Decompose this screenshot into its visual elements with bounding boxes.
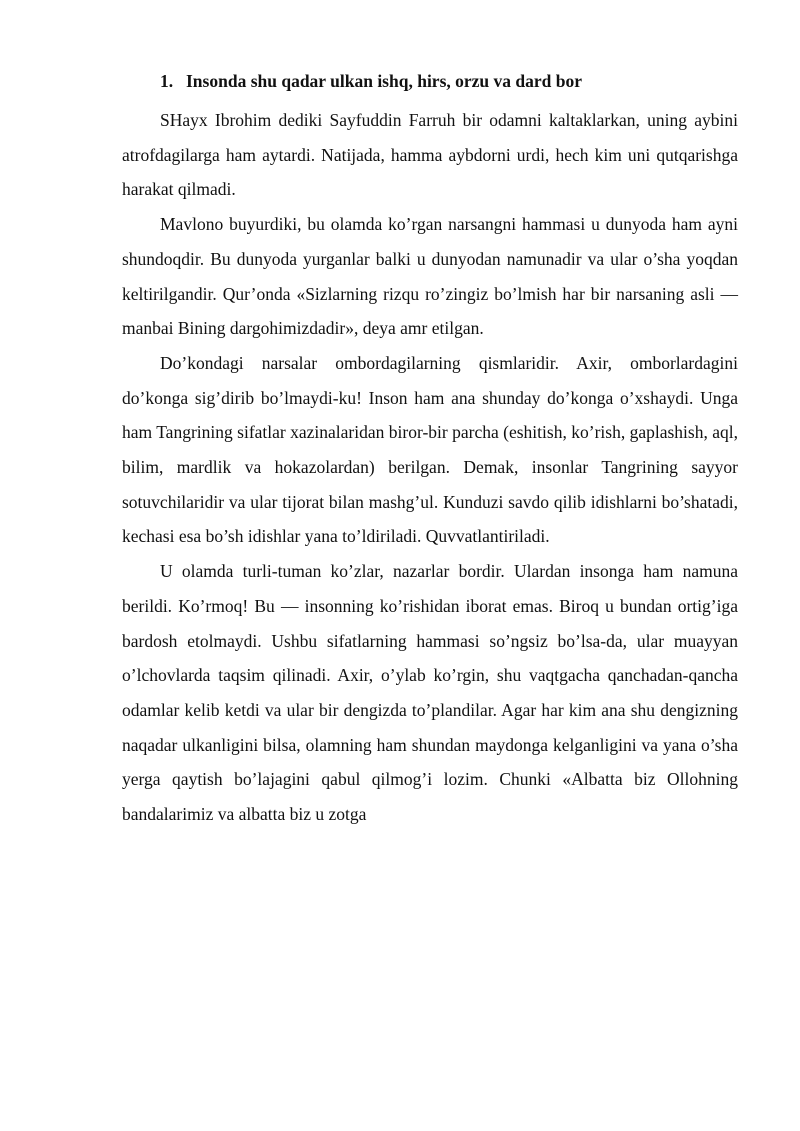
paragraph-1: SHayx Ibrohim dediki Sayfuddin Farruh bir odamni kaltaklarkan, uning aybini atrofdagilarga ham aytardi. Natijada, hamma aybdorni urdi, hech kim uni qutqarishga harakat qilmadi. <box>122 110 738 200</box>
paragraph-4: U olamda turli-tuman ko’zlar, nazarlar bordir. Ulardan insonga ham namuna berildi. Ko’rmoq! Bu — insonning ko’rishidan iborat emas. Biroq u bundan ortig’iga bardosh etolmaydi. Ushbu sifatlarning hammasi so’ngsiz bo’lsa-da, ular muayyan o’lchovlarda taqsim qilinadi. Axir, o’ylab ko’rgin, shu vaqtgacha qanchadan-qancha odamlar kelib ketdi va ular bir dengizda to’plandilar. Agar har kim ana shu dengizning naqadar ulkanligini bilsa, olamning ham shundan maydonga kelganligini va yana o’sha yerga qaytish bo’lajagini qabul qilmog’i lozim. Chunki «Albatta biz Ollohning bandalarimiz va albatta biz u zotga <box>122 561 738 825</box>
paragraph-3: Do’kondagi narsalar ombordagilarning qismlaridir. Axir, omborlardagini do’konga sig’dirib bo’lmaydi-ku! Inson ham ana shunday do’konga o’xshaydi. Unga ham Tangrining sifatlar xazinalaridan biror-bir parcha (eshitish, ko’rish, gaplashish, aql, bilim, mardlik va hokazolardan) berilgan. Demak, insonlar Tangrining sayyor sotuvchilaridir va ular tijorat bilan mashg’ul. Kunduzi savdo qilib idishlarni bo’shatadi, kechasi esa bo’sh idishlar yana to’ldiriladi. Quvvatlantiriladi. <box>122 352 738 547</box>
paragraph-2: Mavlono buyurdiki, bu olamda ko’rgan narsangni hammasi u dunyoda ham ayni shundoqdir. Bu dunyoda yurganlar balki u dunyodan namunadir va ular o’sha yoqdan keltirilgandir. Qur’onda «Sizlarning rizqu ro’zingiz bo’lmish har bir narsaning asli — manbai Bining dargohimizdadir», deya amr etilgan. <box>122 214 738 339</box>
section-heading <box>160 70 738 92</box>
section-title: Insonda shu qadar ulkan ishq, hirs, orzu va dard bor <box>186 71 583 91</box>
section-number: 1. <box>160 71 174 91</box>
